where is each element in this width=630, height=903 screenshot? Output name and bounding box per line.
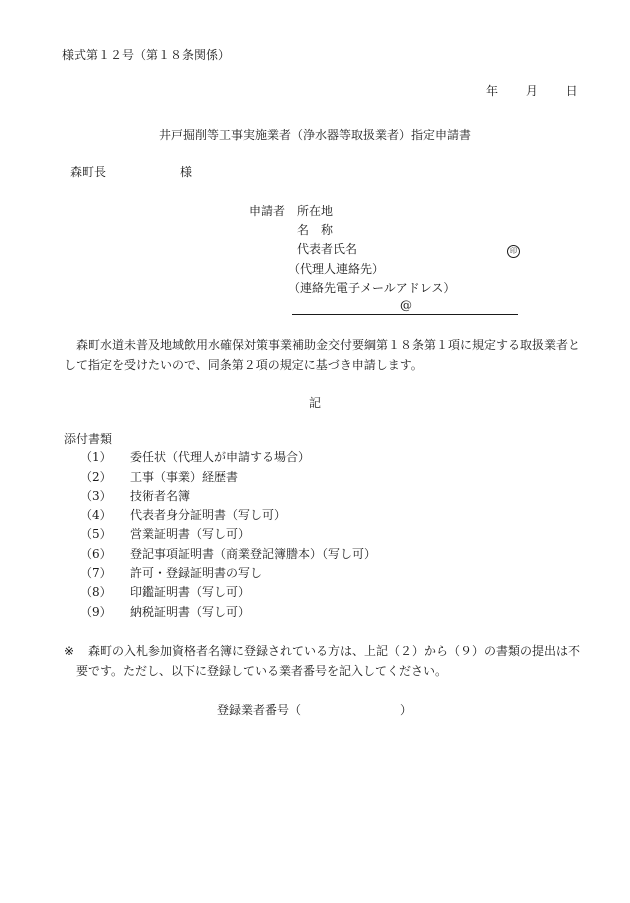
address-label: 所在地 — [297, 204, 334, 218]
email-label: （連絡先電子メールアドレス） — [288, 281, 456, 295]
attachment-num: （9） — [80, 605, 112, 619]
attachment-num: （8） — [80, 585, 112, 599]
body-line-2: して指定を受けたいので、同条第２項の規定に基づき申請します。 — [64, 358, 423, 372]
body-line-1: 森町水道未普及地域飲用水確保対策事業補助金交付要綱第１８条第１項に規定する取扱業者と — [76, 338, 581, 352]
date-year: 年 — [486, 84, 499, 98]
form-number: 様式第１２号（第１８条関係） — [62, 48, 231, 62]
attachment-item — [80, 605, 250, 619]
name-label: 名 称 — [297, 223, 334, 237]
attachment-item — [80, 450, 310, 464]
seal-stamp: 印 — [507, 245, 520, 258]
attachment-item — [80, 508, 286, 522]
attachment-num: （3） — [80, 489, 112, 503]
seal-mark — [507, 242, 520, 258]
attachment-text: 納税証明書（写し可） — [130, 605, 251, 619]
attachment-text: 委任状（代理人が申請する場合） — [130, 450, 311, 464]
representative-label: 代表者氏名 — [297, 242, 358, 256]
agent-contact-label: （代理人連絡先） — [288, 262, 385, 276]
attachment-item — [80, 585, 250, 599]
attachment-text: 印鑑証明書（写し可） — [130, 585, 251, 599]
ki-heading: 記 — [308, 396, 321, 410]
addressee-honorific: 様 — [180, 165, 193, 179]
registration-close-paren: ） — [400, 703, 413, 717]
attachment-num: （2） — [80, 470, 112, 484]
attachment-num: （1） — [80, 450, 112, 464]
attachment-text: 代表者身分証明書（写し可） — [130, 508, 287, 522]
date-month: 月 — [525, 84, 538, 98]
email-underline — [292, 314, 518, 315]
attachment-text: 技術者名簿 — [130, 489, 191, 503]
note-mark: ※ — [64, 644, 75, 658]
document-title: 井戸掘削等工事実施業者（浄水器等取扱業者）指定申請書 — [158, 128, 471, 142]
attachment-item — [80, 527, 250, 541]
note-line-2: 要です。ただし、以下に登録している業者番号を記入してください。 — [76, 664, 448, 678]
attachment-item — [80, 547, 376, 561]
applicant-label: 申請者 — [249, 204, 286, 218]
attachments-heading: 添付書類 — [64, 432, 113, 446]
attachment-item — [80, 489, 190, 503]
date-day: 日 — [565, 84, 578, 98]
attachment-text: 工事（事業）経歴書 — [130, 470, 239, 484]
date-line — [486, 84, 578, 98]
registration-label: 登録業者番号（ — [217, 703, 302, 717]
attachment-item — [80, 566, 262, 580]
addressee-name: 森町長 — [70, 165, 107, 179]
attachment-text: 営業証明書（写し可） — [130, 527, 251, 541]
attachment-num: （5） — [80, 527, 112, 541]
attachment-num: （7） — [80, 566, 112, 580]
attachment-item — [80, 470, 238, 484]
attachment-text: 許可・登録証明書の写し — [130, 566, 263, 580]
email-at-sign: @ — [400, 298, 412, 312]
attachment-num: （4） — [80, 508, 112, 522]
attachment-text: 登記事項証明書（商業登記簿謄本）（写し可） — [130, 547, 377, 561]
note-line-1: 森町の入札参加資格者名簿に登録されている方は、上記（２）から（９）の書類の提出は不 — [88, 644, 581, 658]
attachment-num: （6） — [80, 547, 112, 561]
